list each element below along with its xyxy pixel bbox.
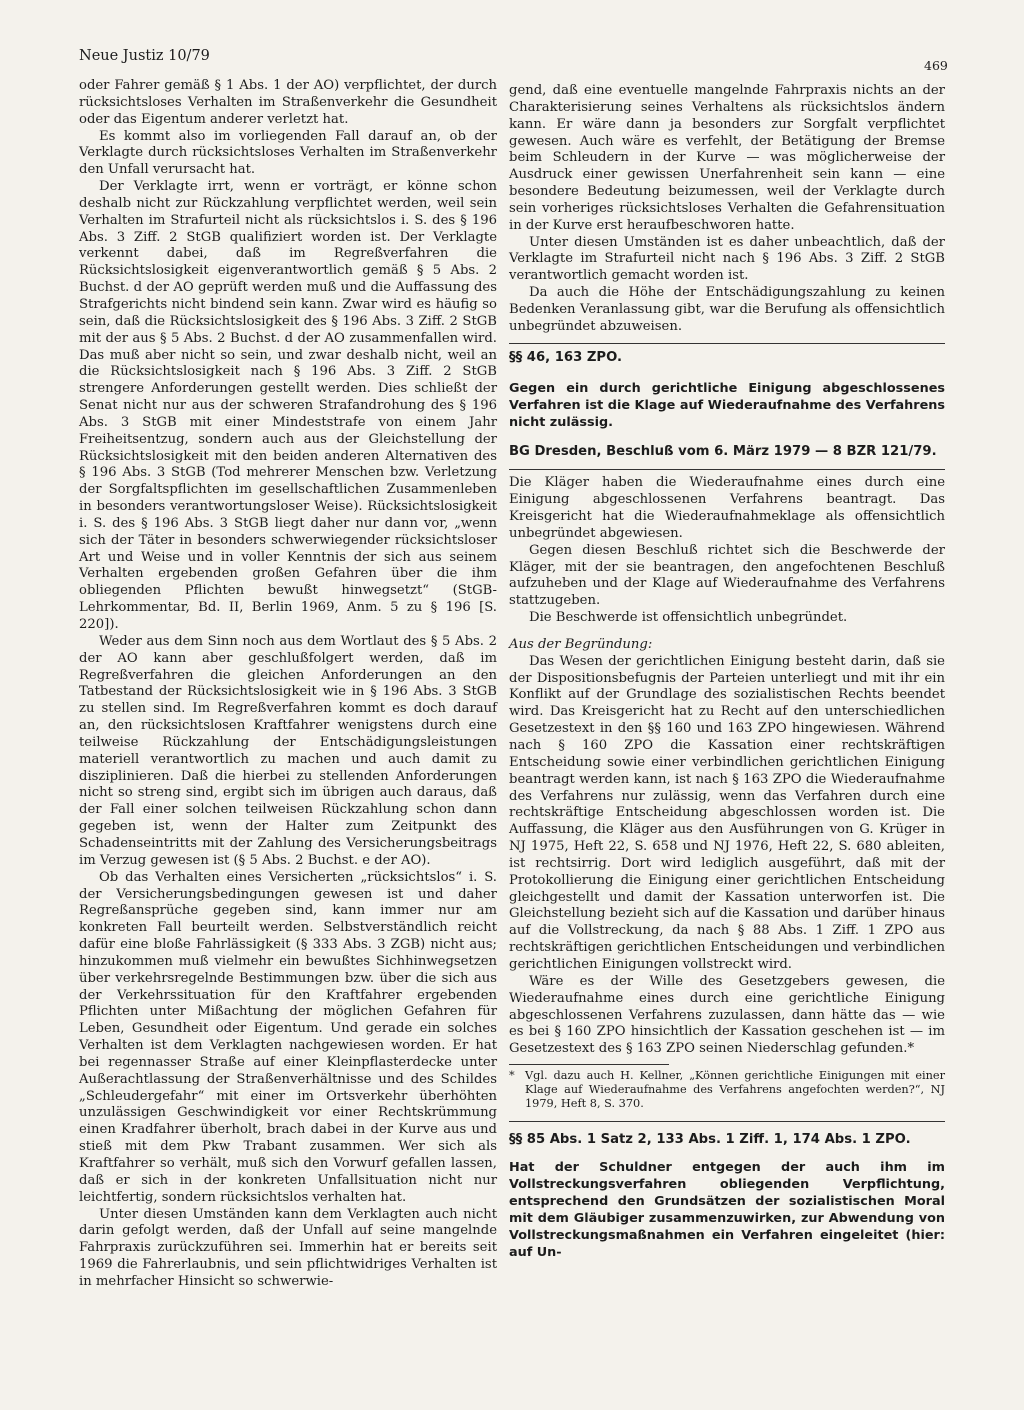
case-norms-heading: §§ 85 Abs. 1 Satz 2, 133 Abs. 1 Ziff. 1, 174 Abs. 1 ZPO. (509, 1132, 911, 1148)
paragraph: Weder aus dem Sinn noch aus dem Wortlaut des § 5 Abs. 2 der AO kann aber geschlußfolgert werden, daß im Regreßverfahren die gleichen Anforderungen an den Tatbestand der Rücksichtslosigkeit wie in § 196 Abs. 3 StGB zu stellen sind. Im Regreßverfahren kommt es doch darauf an, den rücksichtslosen Kraftfahrer wenigstens durch eine teilweise Rückzahlung der Entschädigungsleistungen materiell verantwortlich zu machen und auch damit zu disziplinieren. Daß die hierbei zu stellenden Anforderungen nicht so streng sind, ergibt sich im übrigen auch daraus, daß der Fall einer solchen teilweisen Rückzahlung schon dann gegeben ist, wenn der Halter zum Zeitpunkt des Schadenseintritts mit der Zahlung des Versicherungsbeitrags im Verzug gewesen ist (§ 5 Abs. 2 Buchst. e der AO). (79, 633, 497, 868)
paragraph: Die Beschwerde ist offensichtlich unbegründet. (529, 610, 848, 626)
paragraph: gend, daß eine eventuelle mangelnde Fahrpraxis nichts an der Charakterisierung seines Verhaltens als rücksichtslos ändern kann. Er wäre dann ja besonders zur Sorgfalt verpflichtet gewesen. Auch wäre es verfehlt, der Betätigung der Bremse beim Schleudern in der Kurve — was möglicherweise der Ausdruck einer gewissen Unerfahrenheit sein kann — eine besondere Bedeutung beizumessen, weil der Verklagte durch sein vorheriges rücksichtsloses Verhalten die Gefahrensituation in der Kurve erst heraufbeschworen hatte. (509, 83, 945, 233)
case-headnote: Gegen ein durch gerichtliche Einigung abgeschlossenes Verfahren ist die Klage auf Wiederaufnahme des Verfahrens nicht zulässig. (509, 380, 945, 430)
case-norms-heading: §§ 46, 163 ZPO. (509, 349, 623, 365)
reasons-heading: Aus der Begründung: (509, 636, 653, 652)
left-column (79, 78, 497, 1291)
footnote-text: Vgl. dazu auch H. Kellner, „Können gerichtliche Einigungen mit einer Klage auf Wiederaufnahme des Verfahrens angefochten werden?“, NJ 1979, Heft 8, S. 370. (525, 1069, 945, 1111)
paragraph: Gegen diesen Beschluß richtet sich die Beschwerde der Kläger, mit der sie beantragen, den angefochtenen Beschluß aufzuheben und der Klage auf Wiederaufnahme des Verfahrens stattzugeben. (509, 542, 945, 609)
page-number: 469 (924, 58, 948, 73)
paragraph: Da auch die Höhe der Entschädigungszahlung zu keinen Bedenken Veranlassung gibt, war die Berufung als offensichtlich unbegründet abzuweisen. (509, 285, 945, 334)
paragraph: Die Kläger haben die Wiederaufnahme eines durch eine Einigung abgeschlossenen Verfahrens beantragt. Das Kreisgericht hat die Wiederaufnahmeklage als offensichtlich unbegründet abgewiesen. (509, 475, 945, 541)
paragraph: Wäre es der Wille des Gesetzgebers gewesen, die Wiederaufnahme eines durch eine gerichtliche Einigung abgeschlossenen Verfahrens zuzulassen, dann hätte das — wie es bei § 160 ZPO hinsichtlich der Kassation geschehen ist — im Gesetzestext des § 163 ZPO seinen Niederschlag gefunden.* (509, 973, 945, 1057)
case-headnote: Hat der Schuldner entgegen der auch ihm im Vollstreckungsverfahren obliegenden Verpflichtung, entsprechend den Grundsätzen der sozialistischen Moral mit dem Gläubiger zusammenzuwirken, zur Abwendung von Vollstreckungsmaßnahmen ein Verfahren eingeleitet (hier: auf Un- (509, 1159, 945, 1260)
section-divider (509, 343, 945, 344)
paragraph: Das Wesen der gerichtlichen Einigung besteht darin, daß sie der Dispositionsbefugnis der Parteien unterliegt und mit ihr ein Konflikt auf der Grundlage des sozialistischen Rechts beendet wird. Das Kreisgericht hat zu Recht auf den unterschiedlichen Gesetzestext in den §§ 160 und 163 ZPO hingewiesen. Während nach § 160 ZPO die Kassation einer rechtskräftigen Entscheidung sowie einer verbindlichen gerichtlichen Einigung beantragt werden kann, ist nach § 163 ZPO die Wiederaufnahme des Verfahrens nur zulässig, wenn das Verfahren durch eine rechtskräftige Entscheidung abgeschlossen worden ist. Die Auffassung, die Kläger aus den Ausführungen von G. Krüger in NJ 1975, Heft 22, S. 658 und NJ 1976, Heft 22, S. 680 ableiten, ist rechtsirrig. Dort wird lediglich ausgeführt, daß mit der Protokollierung die Einigung einer gerichtlichen Entscheidung gleichgestellt und damit der Kassation unterworfen ist. Die Gleichstellung bezieht sich auf die Kassation und darüber hinaus auf die Vollstreckung, da nach § 88 Abs. 1 Ziff. 1 ZPO aus rechtskräftigen gerichtlichen Entscheidungen und verbindlichen gerichtlichen Einigungen vollstreckt wird. (509, 653, 945, 972)
footnote-divider (509, 1064, 669, 1065)
paragraph: Unter diesen Umständen kann dem Verklagten auch nicht darin gefolgt werden, daß der Unfall auf seine mangelnde Fahrpraxis zurückzuführen sei. Immerhin hat er bereits seit 1969 die Fahrerlaubnis, und sein pflichtwidriges Verhalten ist in mehrfacher Hinsicht so schwerwie- (79, 1206, 497, 1289)
paragraph: Unter diesen Umständen ist es daher unbeachtlich, daß der Verklagte im Strafurteil nicht nach § 196 Abs. 3 Ziff. 2 StGB verantwortlich gemacht worden ist. (509, 234, 945, 284)
paragraph: Es kommt also im vorliegenden Fall darauf an, ob der Verklagte durch rücksichtsloses Verhalten im Straßenverkehr den Unfall verursacht hat. (79, 128, 497, 178)
paragraph: Ob das Verhalten eines Versicherten „rücksichtslos“ i. S. der Versicherungsbedingungen gewesen ist und daher Regreßansprüche gegeben sind, kann immer nur am konkreten Fall beurteilt werden. Selbstverständlich reicht dafür eine bloße Fahrlässigkeit (§ 333 Abs. 3 ZGB) nicht aus; hinzukommen muß vielmehr ein bewußtes Sichhinwegsetzen über verkehrsregelnde Bestimmungen bzw. über die sich aus der Verkehrssituation für den Kraftfahrer ergebenden Pflichten unter Mißachtung der möglichen Gefahren für Leben, Gesundheit oder Eigentum. Und gerade ein solches Verhalten ist dem Verklagten nachgewiesen worden. Er hat bei regennasser Straße auf einer Kleinpflasterdecke unter Außerachtlassung der Straßenverhältnisse und des Schildes „Schleudergefahr“ mit einer im Ortsverkehr überhöhten unzulässigen Geschwindigkeit vor einer Rechtskrümmung einen Kradfahrer überholt, brach dabei in der Kurve aus und stieß mit dem Pkw Trabant zusammen. Wer sich als Kraftfahrer so verhält, muß sich den Vorwurf gefallen lassen, daß er sich in der konkreten Unfallsituation nicht nur leichtfertig, sondern rücksichtslos verhalten hat. (79, 869, 497, 1205)
footnote-mark: * (509, 1069, 515, 1083)
running-header: Neue Justiz 10/79 (79, 48, 210, 64)
section-divider (509, 1121, 945, 1122)
paragraph: Der Verklagte irrt, wenn er vorträgt, er könne schon deshalb nicht zur Rückzahlung verpflichtet werden, weil sein Verhalten im Strafurteil nicht als rücksichtslos i. S. des § 196 Abs. 3 Ziff. 2 StGB qualifiziert worden ist. Der Verklagte verkennt dabei, daß im Regreßverfahren die Rücksichtslosigkeit eigenverantwortlich gemäß § 5 Abs. 2 Buchst. d der AO geprüft werden muß und die Auffassung des Strafgerichts nicht bindend sein kann. Zwar wird es häufig so sein, daß die Rücksichtslosigkeit des § 196 Abs. 3 Ziff. 2 StGB mit der aus § 5 Abs. 2 Buchst. d der AO zusammenfallen wird. Das muß aber nicht so sein, und zwar deshalb nicht, weil an die Rücksichtslosigkeit nach § 196 Abs. 3 Ziff. 2 StGB strengere Anforderungen gestellt werden. Dies schließt der Senat nicht nur aus der schweren Strafandrohung des § 196 Abs. 3 StGB mit einer Mindeststrafe von einem Jahr Freiheitsentzug, sondern auch aus der Gleichstellung der Rücksichtslosigkeit mit den beiden anderen Alternativen des § 196 Abs. 3 StGB (Tod mehrerer Menschen bzw. Verletzung der Sorgfaltspflichten im gesellschaftlichen Zusammenleben in besonders verantwortungsloser Weise). Rücksichtslosigkeit i. S. des § 196 Abs. 3 StGB liegt daher nur dann vor, „wenn sich der Täter in besonders schwerwiegender rücksichtsloser Art und Weise und in voller Kenntnis der sich aus seinem Verhalten ergebenden großen Gefahren über die ihm obliegenden Pflichten bewußt hinwegsetzt“ (StGB-Lehrkommentar, Bd. II, Berlin 1969, Anm. 5 zu § 196 [S. 220]). (79, 179, 497, 632)
footnote (509, 1069, 945, 1111)
section-divider (509, 469, 945, 470)
right-column (509, 83, 945, 1261)
paragraph: oder Fahrer gemäß § 1 Abs. 1 der AO) verpflichtet, der durch rücksichtsloses Verhalten im Straßenverkehr die Gesundheit oder das Eigentum anderer verletzt hat. (79, 78, 497, 127)
court-citation: BG Dresden, Beschluß vom 6. März 1979 — 8 BZR 121/79. (509, 443, 937, 459)
